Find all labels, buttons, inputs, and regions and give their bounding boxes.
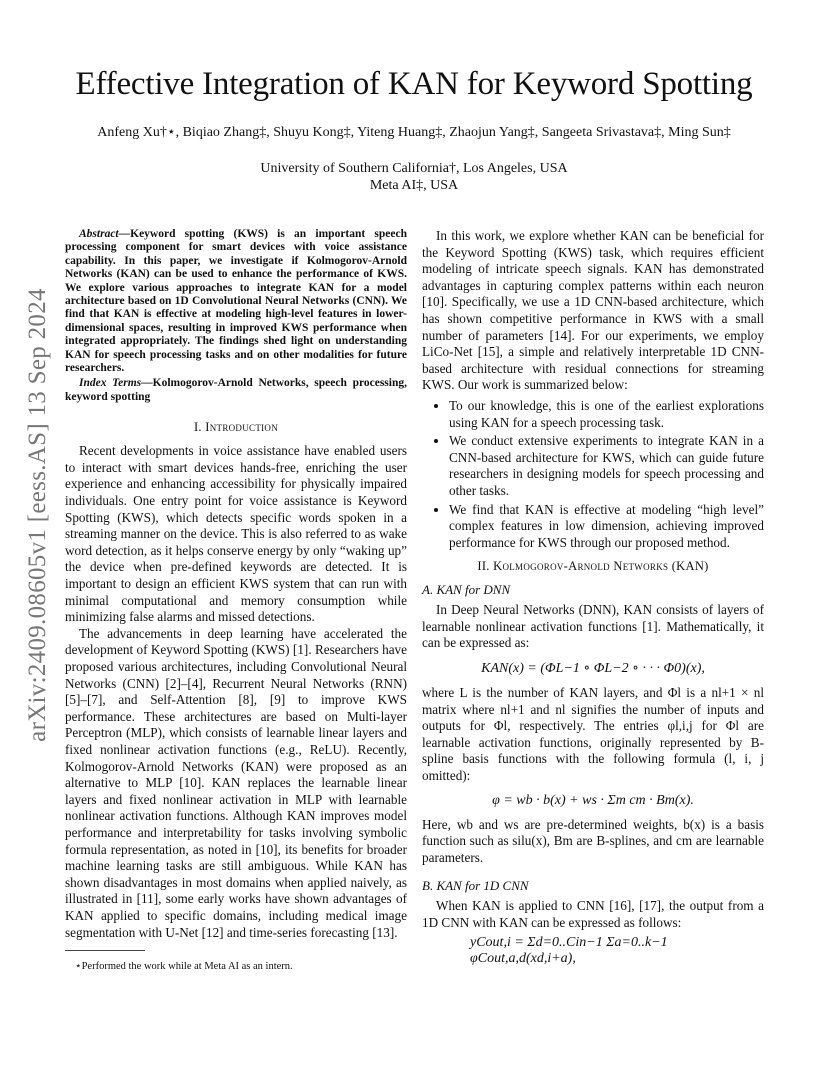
equation-cnn-text: yCout,i = Σd=0..Cin−1 Σa=0..k−1 φCout,a,d(xd,i+a), [470,935,668,966]
subsection-dnn-heading: A. KAN for DNN [422,582,511,598]
abstract-lead: Abstract [79,228,119,240]
intro-paragraph-1: Recent developments in voice assistance have enabled users to interact with smart devices hands-free, enriching the user experience and enhancing accessibility for physically impaired individuals. One entry point for voice assistance is Keyword Spotting (KWS), which detects specific words spoken in a streaming manner on the device. This is also referred to as wake word detection, as it helps conserve energy by only “waking up” the device when pre-defined keywords are detected. It is important to design an efficient KWS system that can run with minimal computational and memory consumption while minimizing false alarms and missed detections. [65,443,407,625]
equation-cnn [470,935,730,983]
intro-paragraph-2: The advancements in deep learning have accelerated the development of Keyword Spotting (KWS) [1]. Researchers have proposed various architectures, including Convolutional Neural Networks (CNN) [2]–[4], Recurrent Neural Networks (RNN) [5]–[7], and Self-Attention [8], [9] to improve KWS performance. These architectures are based on Multi-layer Perceptron (MLP), which consists of learnable linear layers and fixed nonlinear activation functions (e.g., ReLU). Recently, Kolmogorov-Arnold Networks (KAN) were proposed as an alternative to MLP [10]. KAN replaces the learnable linear layers and fixed nonlinear activation in MLP with learnable nonlinear activation functions. Although KAN improves model performance and interpretability for tasks involving symbolic formula representation, as noted in [10], its benefits for broader machine learning tasks are still ambiguous. While KAN has shown disadvantages in most domains when applied naively, as illustrated in [11], some early works have shown advantages of KAN applied to specific domains, including medical image segmentation with U-Net [12] and time-series forecasting [13]. [65,625,407,940]
arxiv-id: arXiv:2409.08605v1 [eess.AS] 13 Sep 2024 [24,288,51,742]
right-paragraph-1: In this work, we explore whether KAN can be beneficial for the Keyword Spotting (KWS) task, which requires efficient modeling of intricate speech signals. KAN has demonstrated advantages in capturing complex patterns within each neuron [10]. Specifically, we use a 1D CNN-based architecture, which has shown competitive performance in KWS with a small number of parameters [14]. For our experiments, we employ LiCo-Net [15], a simple and relatively interpretable 1D CNN-based architecture with residual connections for streaming KWS. Our work is summarized below: [422,228,764,393]
abstract [65,228,407,375]
equation-kan: KAN(x) = (ΦL−1 ∘ ΦL−2 ∘ · · · Φ0)(x), [481,661,705,677]
contribution-list [422,398,764,551]
author-list: Anfeng Xu†⋆, Biqiao Zhang‡, Shuyu Kong‡, Yiteng Huang‡, Zhaojun Yang‡, Sangeeta Srivastava‡, Ming Sun‡ [97,125,731,140]
footnote: ⋆Performed the work while at Meta AI as an intern. [75,961,293,972]
footnote-rule [65,950,145,951]
section-kan-heading: II. Kolmogorov-Arnold Networks (KAN) [477,559,709,574]
list-item: • We conduct extensive experiments to integrate KAN in a CNN-based architecture for KWS, which can guide future researchers in designing models for speech processing and other tasks. [449,433,764,499]
equation-phi: φ = wb · b(x) + ws · Σm cm · Bm(x). [492,792,694,808]
dnn-paragraph-1: In Deep Neural Networks (DNN), KAN consists of layers of learnable nonlinear activation functions [1]. Mathematically, it can be expressed as: [422,602,764,651]
affiliations [0,160,828,194]
left-column [65,228,407,941]
abstract-text: —Keyword spotting (KWS) is an important speech processing component for smart devices with voice assistance capability. In this paper, we investigate if Kolmogorov-Arnold Networks (KAN) can be used to enhance the performance of KWS. We explore various approaches to integrate KAN for a model architecture based on 1D Convolutional Neural Networks (CNN). We find that KAN is effective at modeling high-level features in lower-dimensional spaces, resulting in improved KWS performance when integrated appropriately. The findings shed light on understanding KAN for speech processing tasks and on other modalities for future researchers. [65,228,407,375]
arxiv-sidebar-stamp [12,280,64,750]
index-terms-text: —Kolmogorov-Arnold Networks, speech processing, keyword spotting [65,377,407,403]
affiliation-usc: University of Southern California†, Los Angeles, USA [260,161,568,176]
cnn-paragraph-1: When KAN is applied to CNN [16], [17], the output from a 1D CNN with KAN can be expressed as follows: [422,898,764,930]
list-item: • To our knowledge, this is one of the earliest explorations using KAN for a speech processing task. [449,398,764,431]
section-introduction-heading: I. Introduction [193,420,279,435]
affiliation-meta: Meta AI‡, USA [369,178,459,193]
subsection-cnn-heading: B. KAN for 1D CNN [422,878,529,894]
dnn-paragraph-3: Here, wb and ws are pre-determined weights, b(x) is a basis function such as silu(x), Bm are B-splines, and cm are learnable parameters. [422,816,764,865]
paper-title: Effective Integration of KAN for Keyword Spotting [75,66,753,102]
right-column [422,228,764,932]
index-terms-lead: Index Terms [79,377,142,390]
index-terms [65,377,407,404]
list-item: • We find that KAN is effective at modeling “high level” complex features in low dimension, achieving improved performance for KWS through our proposed method. [449,502,764,552]
dnn-paragraph-2: where L is the number of KAN layers, and Φl is a nl+1 × nl matrix where nl+1 and nl signifies the number of inputs and outputs for Φl, respectively. The entries φl,i,j for Φl are learnable activation functions, originally represented by B-spline basis functions with the following formula (l, i, j omitted): [422,685,764,784]
